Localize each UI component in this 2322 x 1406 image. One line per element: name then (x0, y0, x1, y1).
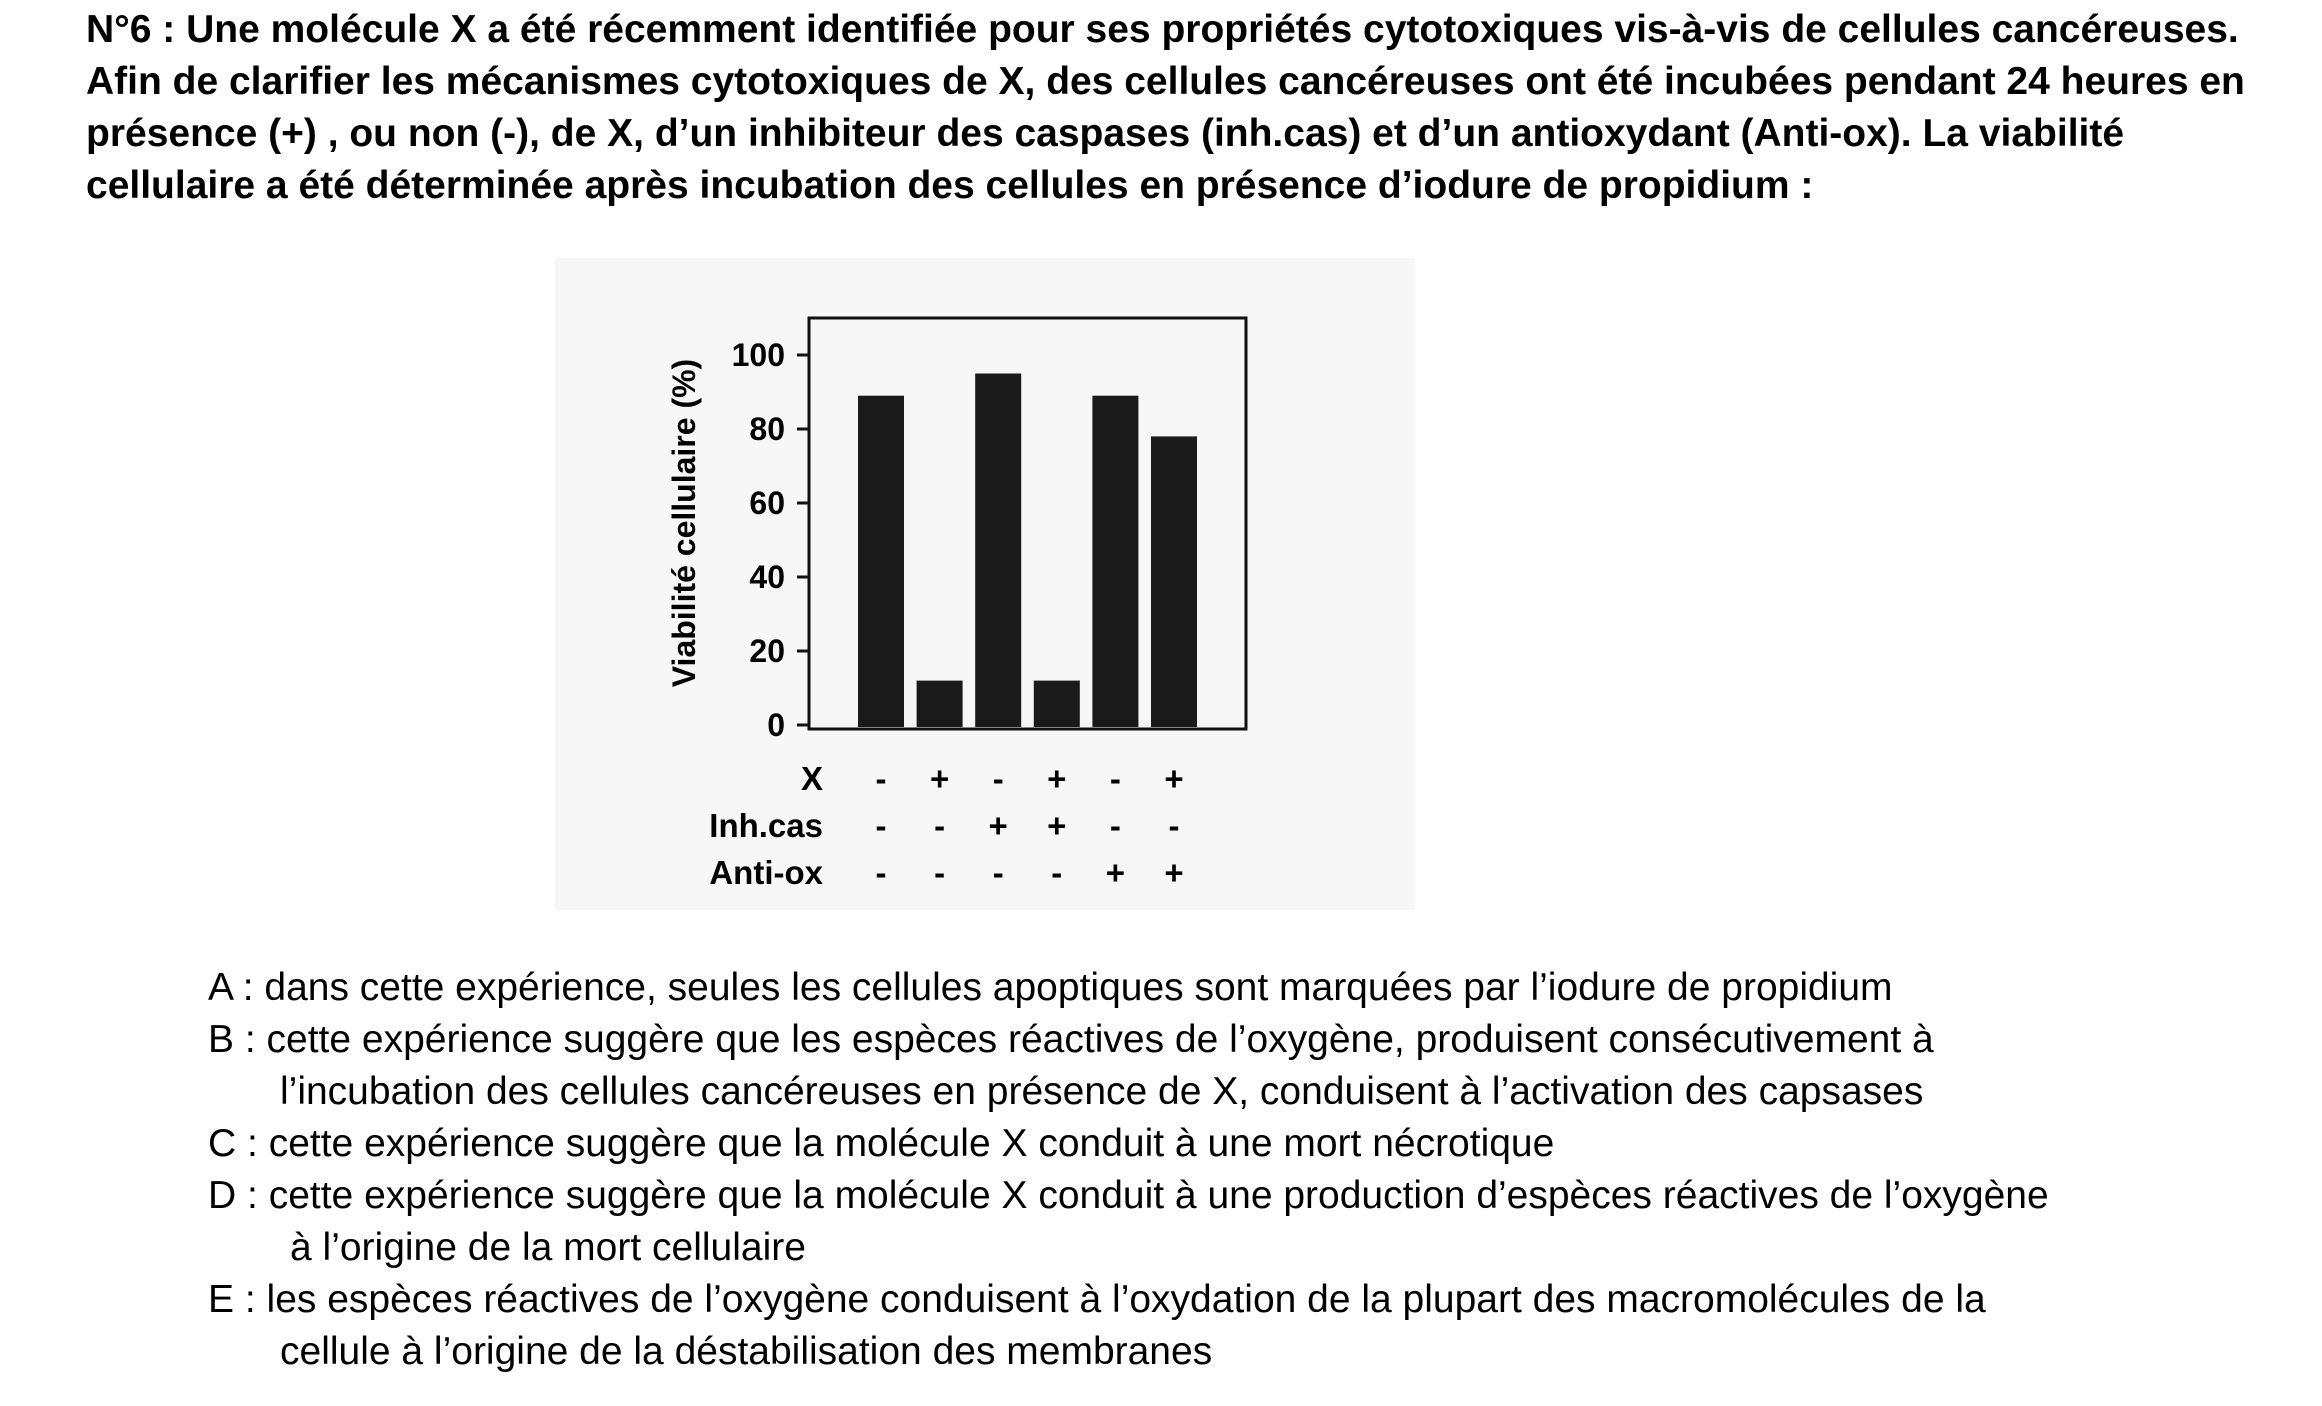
bars (858, 374, 1197, 728)
bar (917, 681, 963, 727)
bar-chart-figure (555, 258, 1415, 910)
condition-table (709, 760, 1183, 891)
bar (1092, 396, 1138, 727)
option-c-letter: C : (208, 1122, 258, 1165)
y-tick-label: 20 (749, 633, 785, 669)
condition-sign: + (929, 760, 950, 797)
option-e-text-continued: cellule à l’origine de la déstabilisation des membranes (280, 1330, 1213, 1373)
bar (1034, 681, 1080, 727)
bar (858, 396, 904, 727)
option-b-text: cette expérience suggère que les espèces réactives de l’oxygène, produisent consécutivement à (266, 1018, 1934, 1061)
condition-label: Anti-ox (709, 854, 823, 891)
option-e[interactable] (208, 1274, 2308, 1378)
question-text: N°6 : Une molécule X a été récemment identifiée pour ses propriétés cytotoxiques vis-à-vis de cellules cancéreuses. Afin de clarifier les mécanismes cytotoxiques de X, des cellules cancéreuses ont été incubées pendant 24 heures en présence (+) , ou non (-), de X, d’un inhibiteur des caspases (inh.cas) et d’un antioxydant (Anti-ox). La viabilité cellulaire a été déterminée après incubation des cellules en présence d’iodure de propidium : (86, 8, 2245, 207)
condition-sign: - (875, 760, 887, 797)
condition-sign: - (1109, 760, 1121, 797)
option-b-letter: B : (208, 1018, 256, 1061)
option-c-text: cette expérience suggère que la molécule X conduit à une mort nécrotique (268, 1122, 1555, 1165)
condition-sign: - (934, 807, 946, 844)
bar-chart (555, 258, 1415, 910)
condition-sign: + (1047, 760, 1067, 797)
y-tick-label: 100 (731, 337, 785, 373)
option-c[interactable] (208, 1118, 2308, 1170)
condition-sign: + (1105, 854, 1126, 891)
option-b-text-continued: l’incubation des cellules cancéreuses en présence de X, conduisent à l’activation des capsases (280, 1070, 1924, 1113)
condition-sign: - (992, 854, 1004, 891)
option-e-text: les espèces réactives de l’oxygène conduisent à l’oxydation de la plupart des macromolécules de la (266, 1278, 1986, 1321)
option-a-letter: A : (208, 966, 254, 1009)
condition-sign: - (992, 760, 1004, 797)
option-b[interactable] (208, 1014, 2308, 1118)
y-axis-ticks (732, 337, 809, 743)
condition-sign: - (1051, 854, 1063, 891)
bar (1151, 436, 1197, 727)
condition-sign: - (1109, 807, 1121, 844)
condition-sign: - (1168, 807, 1180, 844)
option-e-letter: E : (208, 1278, 256, 1321)
y-axis-label: Viabilité cellulaire (%) (666, 358, 702, 688)
option-a-text: dans cette expérience, seules les cellules apoptiques sont marquées par l’iodure de propidium (264, 966, 1893, 1009)
condition-sign: - (875, 854, 887, 891)
condition-sign: + (1164, 760, 1184, 797)
option-d-text-continued: à l’origine de la mort cellulaire (290, 1226, 806, 1269)
y-tick-label: 80 (749, 411, 785, 447)
condition-label: Inh.cas (709, 807, 823, 844)
option-d-text: cette expérience suggère que la molécule X conduit à une production d’espèces réactives de l’oxygène (268, 1174, 2049, 1217)
answer-options (208, 962, 2308, 1378)
option-a[interactable] (208, 962, 2308, 1014)
option-d[interactable] (208, 1170, 2308, 1274)
condition-sign: + (988, 807, 1008, 844)
bar (975, 374, 1021, 728)
condition-sign: + (1164, 854, 1184, 891)
condition-label: X (800, 760, 823, 797)
y-tick-label: 0 (767, 707, 785, 743)
y-tick-label: 40 (749, 559, 785, 595)
condition-sign: - (934, 854, 946, 891)
y-tick-label: 60 (749, 485, 785, 521)
condition-sign: - (875, 807, 887, 844)
condition-sign: + (1047, 807, 1067, 844)
option-d-letter: D : (208, 1174, 258, 1217)
